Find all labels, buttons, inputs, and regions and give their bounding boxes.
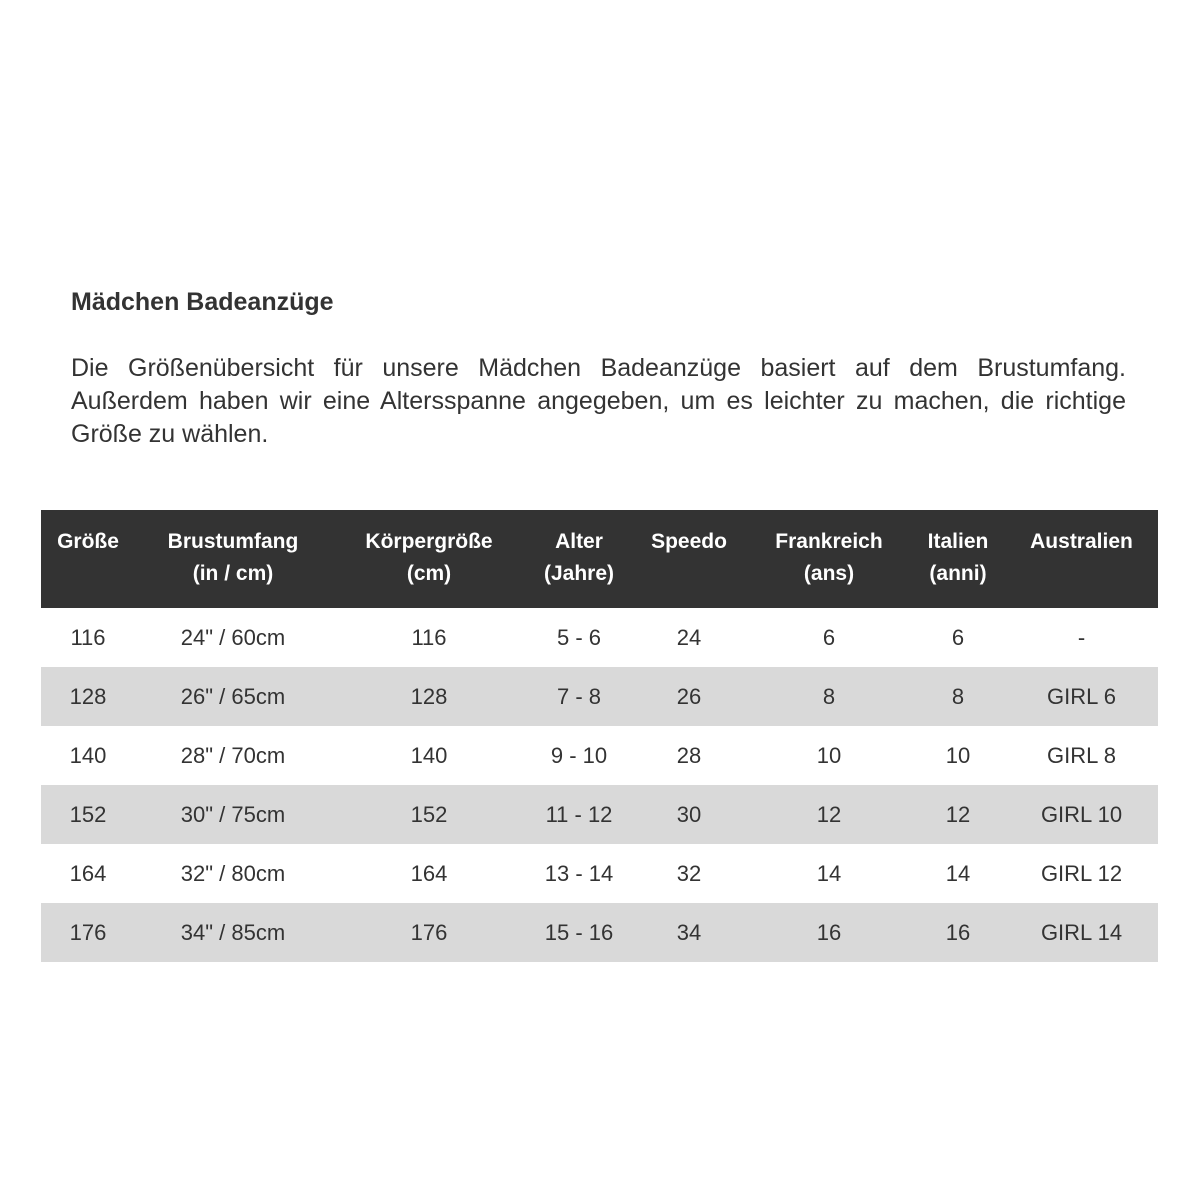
header-groesse: Größe [57, 530, 119, 553]
cell-italien: 14 [945, 860, 971, 886]
header-italien: Italien (anni) [927, 530, 989, 585]
cell-koerpergroesse: 152 [410, 801, 448, 827]
header-australien: Australien [1030, 530, 1133, 553]
table-row [41, 667, 1158, 726]
table-row [41, 844, 1158, 903]
cell-groesse: 176 [69, 919, 107, 945]
cell-groesse: 140 [69, 742, 107, 768]
header-brustumfang: Brustumfang (in / cm) [167, 530, 299, 585]
cell-koerpergroesse: 128 [410, 683, 448, 709]
cell-brustumfang: 30" / 75cm [180, 801, 286, 827]
cell-australien: GIRL 6 [1047, 683, 1116, 709]
cell-koerpergroesse: 164 [410, 860, 448, 886]
cell-alter: 13 - 14 [544, 860, 614, 886]
cell-koerpergroesse: 116 [411, 624, 447, 650]
cell-australien: GIRL 14 [1040, 919, 1123, 945]
cell-frankreich: 16 [816, 919, 842, 945]
intro-paragraph: Die Größenübersicht für unsere Mädchen Badeanzüge basiert auf dem Brustumfang. Außerdem haben wir eine Altersspanne angegeben, um es leichter zu machen, die richtige Größe zu wählen. [71, 354, 1126, 448]
cell-alter: 9 - 10 [550, 742, 608, 768]
table-row [41, 608, 1158, 667]
cell-frankreich: 12 [816, 801, 842, 827]
cell-koerpergroesse: 140 [410, 742, 448, 768]
cell-alter: 11 - 12 [545, 801, 613, 827]
cell-groesse: 116 [70, 624, 106, 650]
cell-groesse: 152 [69, 801, 107, 827]
cell-brustumfang: 32" / 80cm [180, 860, 286, 886]
cell-italien: 10 [945, 742, 971, 768]
cell-australien: GIRL 8 [1047, 742, 1116, 768]
cell-australien: GIRL 10 [1040, 801, 1123, 827]
cell-speedo: 34 [676, 919, 702, 945]
header-koerpergroesse: Körpergröße (cm) [365, 530, 493, 585]
page-title: Mädchen Badeanzüge [71, 288, 334, 316]
cell-italien: 6 [951, 624, 965, 650]
cell-speedo: 30 [676, 801, 702, 827]
cell-italien: 12 [945, 801, 971, 827]
cell-australien: - [1077, 624, 1086, 650]
cell-alter: 5 - 6 [556, 624, 602, 650]
cell-brustumfang: 26" / 65cm [180, 683, 286, 709]
cell-speedo: 26 [676, 683, 702, 709]
cell-brustumfang: 34" / 85cm [180, 919, 286, 945]
cell-italien: 8 [951, 683, 965, 709]
cell-groesse: 164 [69, 860, 107, 886]
cell-frankreich: 6 [822, 624, 836, 650]
header-speedo: Speedo [651, 530, 727, 553]
table-row [41, 785, 1158, 844]
cell-italien: 16 [945, 919, 971, 945]
table-header-row [41, 510, 1158, 608]
cell-alter: 15 - 16 [544, 919, 614, 945]
cell-frankreich: 14 [816, 860, 842, 886]
header-frankreich: Frankreich (ans) [775, 530, 883, 585]
cell-speedo: 32 [676, 860, 702, 886]
cell-speedo: 24 [676, 624, 702, 650]
cell-koerpergroesse: 176 [410, 919, 448, 945]
table-row [41, 726, 1158, 785]
cell-brustumfang: 28" / 70cm [180, 742, 286, 768]
cell-alter: 7 - 8 [556, 683, 602, 709]
size-chart-table [41, 510, 1158, 962]
cell-brustumfang: 24" / 60cm [180, 624, 286, 650]
header-alter: Alter (Jahre) [543, 530, 615, 585]
cell-frankreich: 10 [816, 742, 842, 768]
cell-groesse: 128 [69, 683, 107, 709]
cell-frankreich: 8 [822, 683, 836, 709]
cell-australien: GIRL 12 [1040, 860, 1123, 886]
table-row [41, 903, 1158, 962]
cell-speedo: 28 [676, 742, 702, 768]
